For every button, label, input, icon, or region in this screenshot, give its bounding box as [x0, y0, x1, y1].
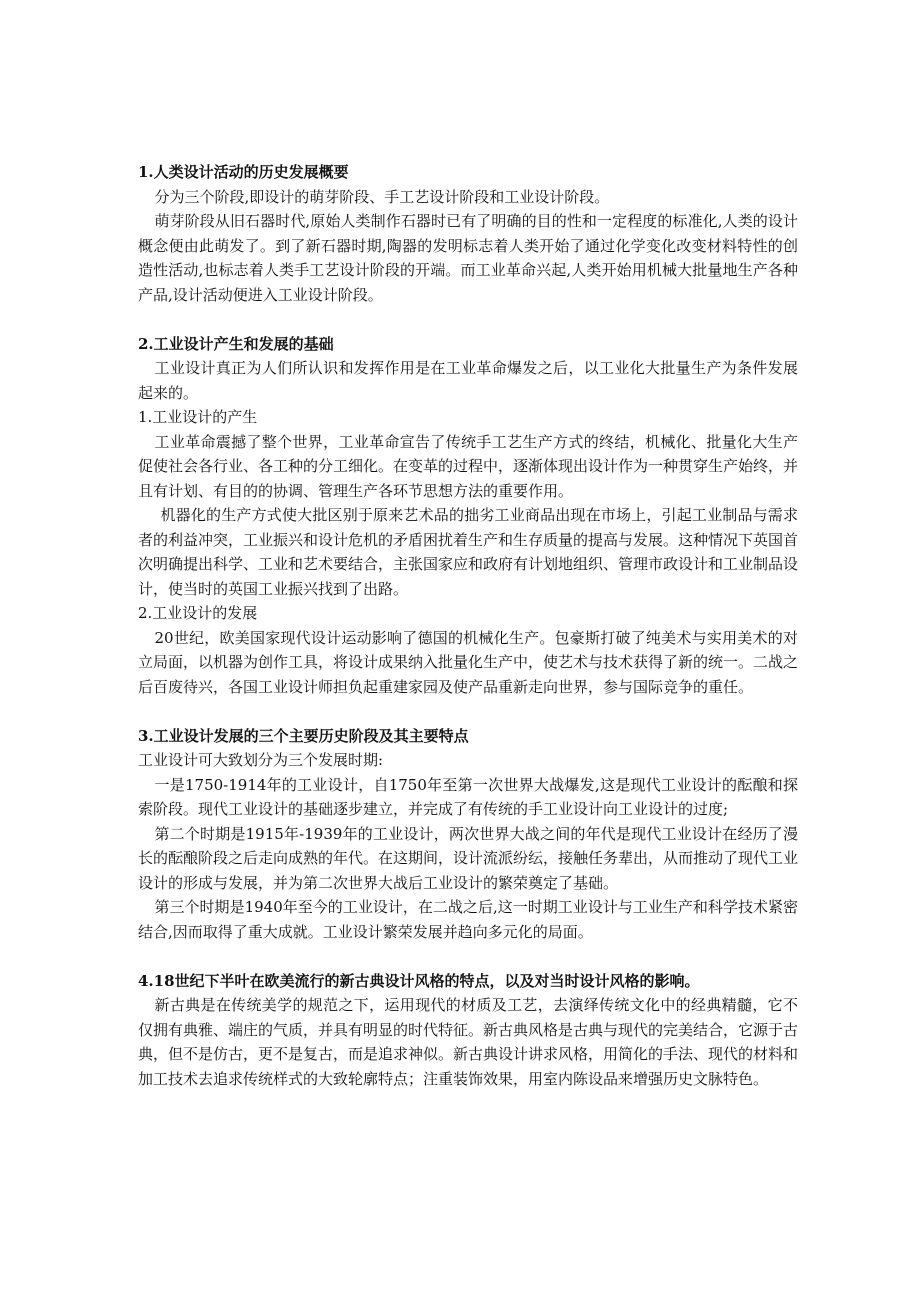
section-2-subheading-2: 2.工业设计的发展: [138, 604, 258, 622]
section-2: [138, 332, 798, 700]
section-3-intro: 工业设计可大致划分为三个发展时期:: [138, 751, 384, 769]
section-4-heading: 4.18世纪下半叶在欧美流行的新古典设计风格的特点，以及对当时设计风格的影响。: [138, 971, 700, 990]
section-1-paragraph-2: 萌芽阶段从旧石器时代,原始人类制作石器时已有了明确的目的性和一定程度的标准化,人类的设计概念便由此萌发了。到了新石器时期,陶器的发明标志着人类开始了通过化学变化改变材料特性的创造性活动,也标志着人类手工艺设计阶段的开端。而工业革命兴起,人类开始用机械大批量地生产各种产品,设计活动便进入工业设计阶段。: [138, 212, 798, 304]
section-2-sub1-paragraph-2: 机器化的生产方式使大批区别于原来艺术品的拙劣工业商品出现在市场上，引起工业制品与需求者的利益冲突，工业振兴和设计危机的矛盾困扰着生产和生存质量的提高与发展。这种情况下英国首次明确提出科学、工业和艺术要结合，主张国家应和政府有计划地组织、管理市政设计和工业制品设计，使当时的英国工业振兴找到了出路。: [138, 506, 799, 598]
section-3-paragraph-3: 第三个时期是1940年至今的工业设计，在二战之后,这一时期工业设计与工业生产和科学技术紧密结合,因而取得了重大成就。工业设计繁荣发展并趋向多元化的局面。: [138, 898, 798, 941]
section-1: [138, 160, 798, 307]
section-1-paragraph-1: 分为三个阶段,即设计的萌芽阶段、手工艺设计阶段和工业设计阶段。: [154, 187, 610, 206]
section-3-paragraph-1: 一是1750-1914年的工业设计，自1750年至第一次世界大战爆发,这是现代工业设计的酝酿和探索阶段。现代工业设计的基础逐步建立，并完成了有传统的手工业设计向工业设计的过度;: [138, 775, 798, 818]
section-3-paragraph-2: 第二个时期是1915年-1939年的工业设计，两次世界大战之间的年代是现代工业设计在经历了漫长的酝酿阶段之后走向成熟的年代。在这期间，设计流派纷纭，接触任务辈出，从而推动了现代工业设计的形成与发展，并为第二次世界大战后工业设计的繁荣奠定了基础。: [138, 824, 799, 892]
section-2-sub2-paragraph-1: 20世纪，欧美国家现代设计运动影响了德国的机械化生产。包豪斯打破了纯美术与实用美术的对立局面，以机器为创作工具，将设计成果纳入批量化生产中，使艺术与技术获得了新的统一。二战之后百废待兴，各国工业设计师担负起重建家园及使产品重新走向世界，参与国际竞争的重任。: [138, 628, 799, 696]
section-2-sub1-paragraph-1: 工业革命震撼了整个世界，工业革命宣告了传统手工艺生产方式的终结，机械化、批量化大生产促使社会各行业、各工种的分工细化。在变革的过程中，逐渐体现出设计作为一种贯穿生产始终，并且有计划、有目的的协调、管理生产各环节思想方法的重要作用。: [138, 432, 799, 500]
section-3: [138, 724, 798, 945]
section-2-intro: 工业设计真正为人们所认识和发挥作用是在工业革命爆发之后，以工业化大批量生产为条件发展起来的。: [138, 359, 798, 402]
section-2-heading: 2.工业设计产生和发展的基础: [138, 334, 334, 353]
section-4: [138, 969, 798, 1092]
document-body: [138, 160, 798, 1116]
section-2-subheading-1: 1.工业设计的产生: [138, 408, 258, 426]
section-3-heading: 3.工业设计发展的三个主要历史阶段及其主要特点: [138, 726, 469, 745]
section-1-heading: 1.人类设计活动的历史发展概要: [138, 163, 349, 181]
section-4-paragraph-1: 新古典是在传统美学的规范之下，运用现代的材质及工艺，去演绎传统文化中的经典精髓，它不仅拥有典雅、端庄的气质，并具有明显的时代特征。新古典风格是古典与现代的完美结合，它源于古典，但不是仿古，更不是复古，而是追求神似。新古典设计讲求风格，用简化的手法、现代的材料和加工技术去追求传统样式的大致轮廓特点；注重装饰效果，用室内陈设品来增强历史文脉特色。: [138, 996, 799, 1088]
